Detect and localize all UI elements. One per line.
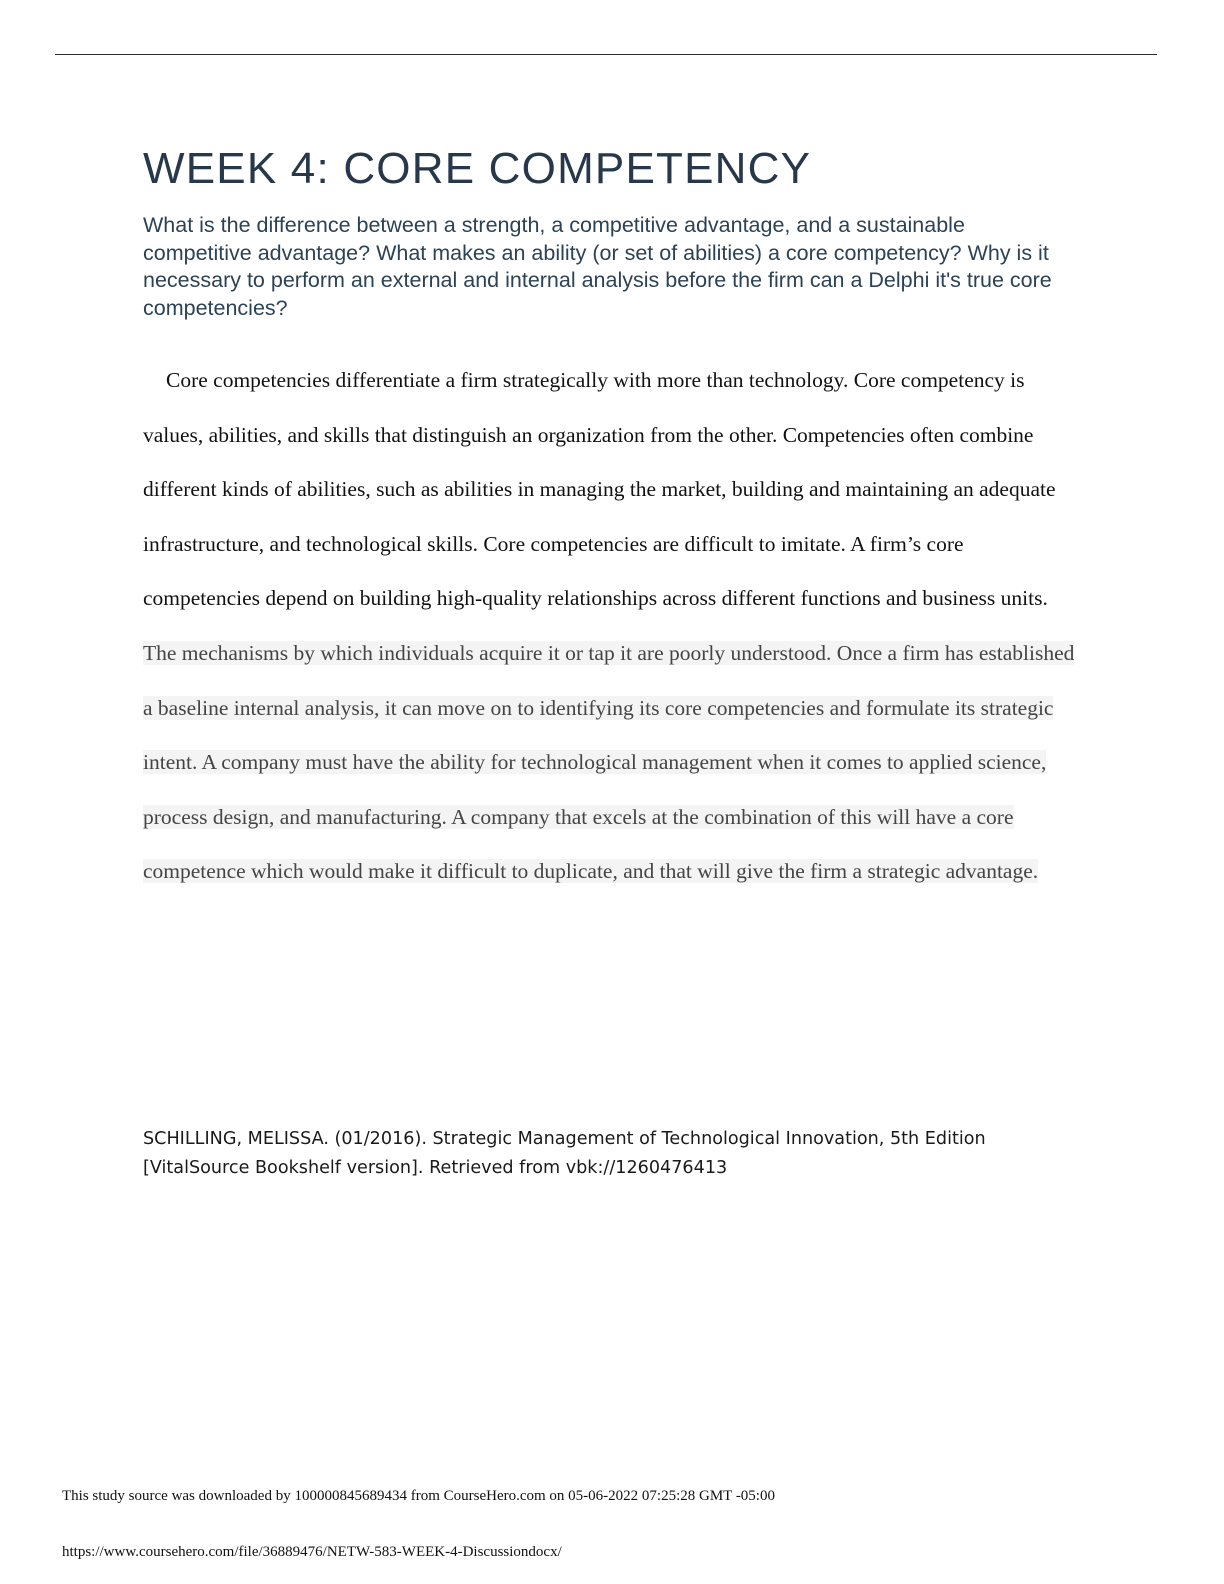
page-title: WEEK 4: CORE COMPETENCY [143, 144, 812, 193]
top-divider [55, 54, 1157, 55]
citation-line-2: [VitalSource Bookshelf version]. Retrieved from vbk://1260476413 [143, 1158, 728, 1178]
response-text: Core competencies differentiate a firm strategically with more than technology. Core competency is values, abilities, and skills that distinguish an organization from the other. Competencies often combine different kinds of abilities, such as abilities in managing the market, building and maintaining an adequate infrastructure, and technological skills. Core competencies are difficult to imitate. A firm’s core competencies depend on building high-quality relationships across different functions and business units. [143, 368, 1056, 611]
reference-citation [143, 1125, 1083, 1183]
response-paragraph [143, 353, 1078, 899]
download-notice: This study source was downloaded by 100000845689434 from CourseHero.com on 05-06-2022 07:25:28 GMT -05:00 [62, 1488, 775, 1504]
source-url[interactable]: https://www.coursehero.com/file/36889476/NETW-583-WEEK-4-Discussiondocx/ [62, 1544, 562, 1560]
highlighted-quote: The mechanisms by which individuals acquire it or tap it are poorly understood. Once a firm has established a baseline internal analysis, it can move on to identifying its core competencies and formulate its strategic intent. A company must have the ability for technological management when it comes to applied science, process design, and manufacturing. A company that excels at the combination of this will have a core competence which would make it difficult to duplicate, and that will give the firm a strategic advantage. [143, 640, 1075, 884]
citation-line-1: SCHILLING, MELISSA. (01/2016). Strategic Management of Technological Innovation, 5th Edition [143, 1129, 986, 1149]
discussion-prompt: What is the difference between a strength, a competitive advantage, and a sustainable competitive advantage? What makes an ability (or set of abilities) a core competency? Why is it necessary to perform an external and internal analysis before the firm can a Delphi it's true core competencies? [143, 213, 1052, 320]
